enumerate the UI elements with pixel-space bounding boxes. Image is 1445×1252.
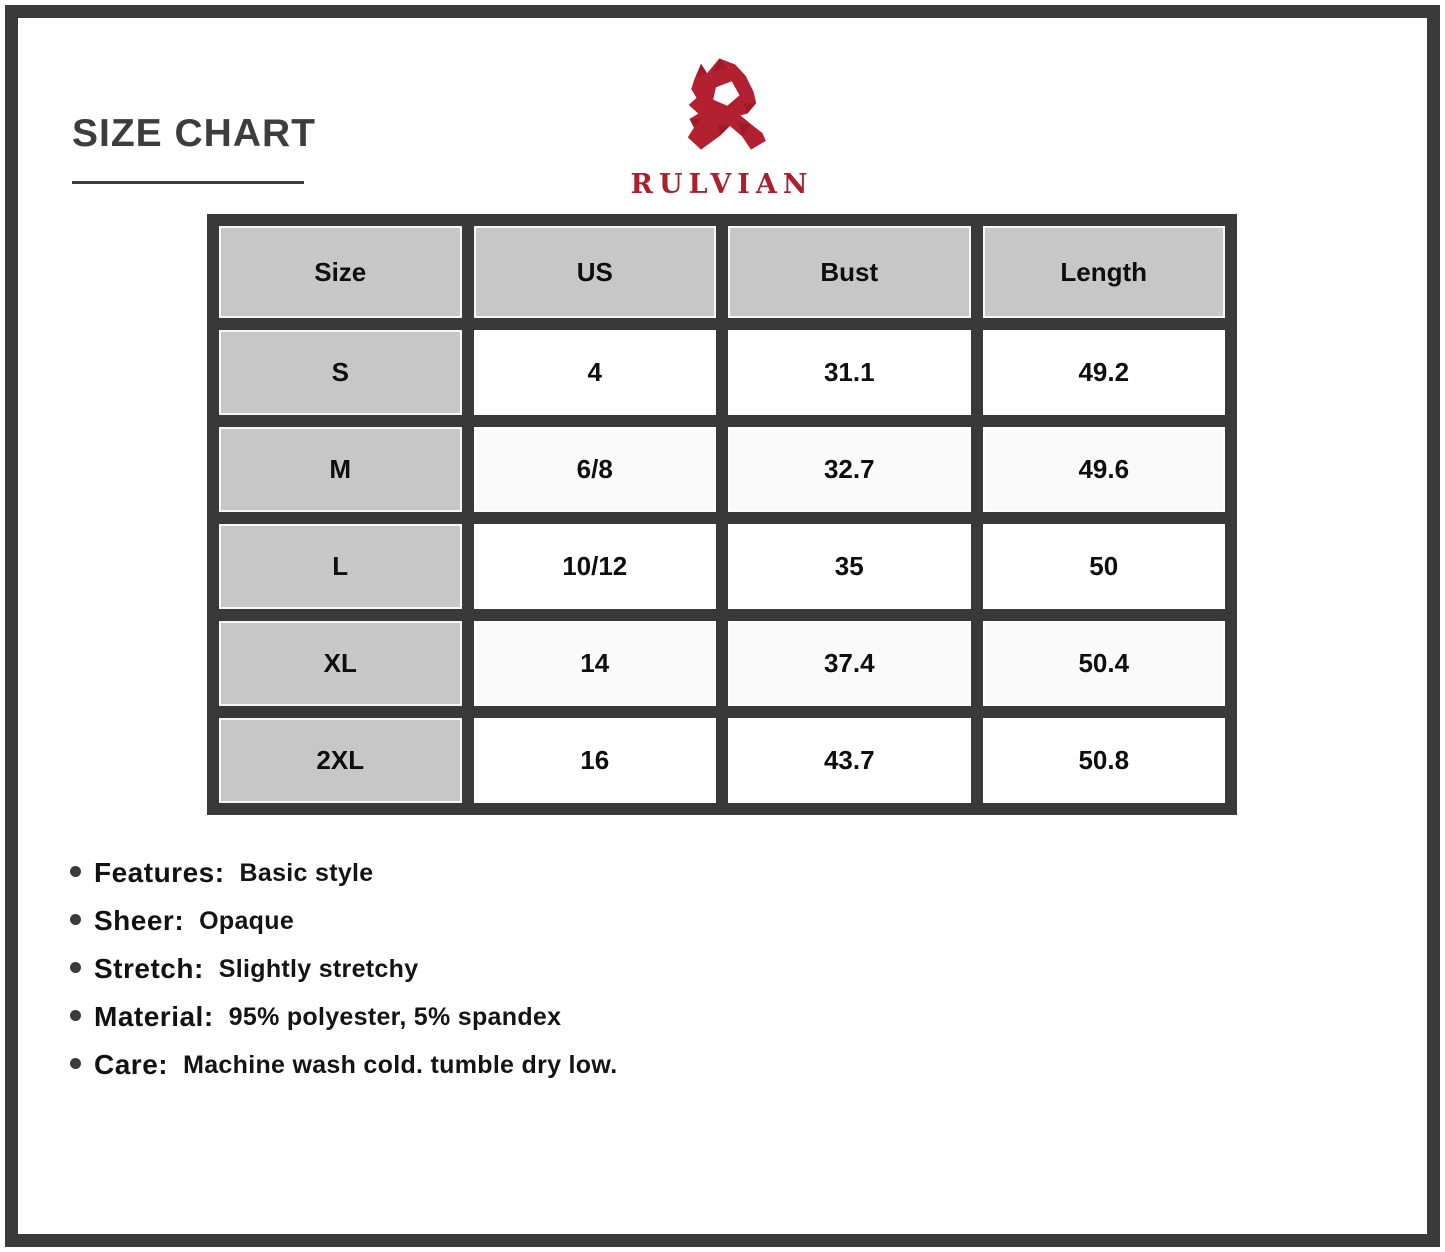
product-spec-list [70,849,1330,1089]
cell-bust: 37.4 [722,615,977,712]
cell-length: 50.8 [977,712,1232,809]
bullet-icon [70,1010,81,1021]
cell-us: 14 [468,615,723,712]
table-row [213,615,1231,712]
cell-length: 50.4 [977,615,1232,712]
spec-label: Features: [94,857,225,888]
spec-value: 95% polyester, 5% spandex [228,1002,562,1031]
column-header-us: US [468,220,723,324]
cell-us: 10/12 [468,518,723,615]
column-header-bust: Bust [722,220,977,324]
bullet-icon [70,914,81,925]
list-item-care [70,1041,1330,1089]
table-row [213,712,1231,809]
cell-length: 50 [977,518,1232,615]
bullet-icon [70,962,81,973]
rulvian-r-monogram-icon [672,44,772,164]
cell-size: M [213,421,468,518]
column-header-size: Size [213,220,468,324]
cell-size: L [213,518,468,615]
list-item-sheer [70,897,1330,945]
cell-length: 49.6 [977,421,1232,518]
spec-value: Machine wash cold. tumble dry low. [183,1050,618,1079]
spec-value: Basic style [239,858,374,887]
spec-value: Opaque [199,906,295,935]
cell-length: 49.2 [977,324,1232,421]
spec-label: Material: [94,1001,214,1032]
list-item-material [70,993,1330,1041]
spec-label: Sheer: [94,905,185,936]
table-row [213,518,1231,615]
cell-size: 2XL [213,712,468,809]
brand-logo [612,44,832,200]
cell-size: S [213,324,468,421]
column-header-length: Length [977,220,1232,324]
table-header-row [213,220,1231,324]
cell-bust: 32.7 [722,421,977,518]
cell-bust: 35 [722,518,977,615]
cell-us: 6/8 [468,421,723,518]
size-chart-table [207,214,1237,815]
cell-us: 4 [468,324,723,421]
bullet-icon [70,866,81,877]
list-item-features [70,849,1330,897]
cell-bust: 43.7 [722,712,977,809]
list-item-stretch [70,945,1330,993]
bullet-icon [70,1058,81,1069]
spec-label: Care: [94,1049,169,1080]
brand-name: RULVIAN [630,169,814,200]
table-row [213,324,1231,421]
spec-value: Slightly stretchy [218,954,419,983]
title-underline [72,181,304,184]
spec-label: Stretch: [94,953,204,984]
cell-bust: 31.1 [722,324,977,421]
cell-us: 16 [468,712,723,809]
cell-size: XL [213,615,468,712]
table-row [213,421,1231,518]
page-title: SIZE CHART [72,112,316,155]
